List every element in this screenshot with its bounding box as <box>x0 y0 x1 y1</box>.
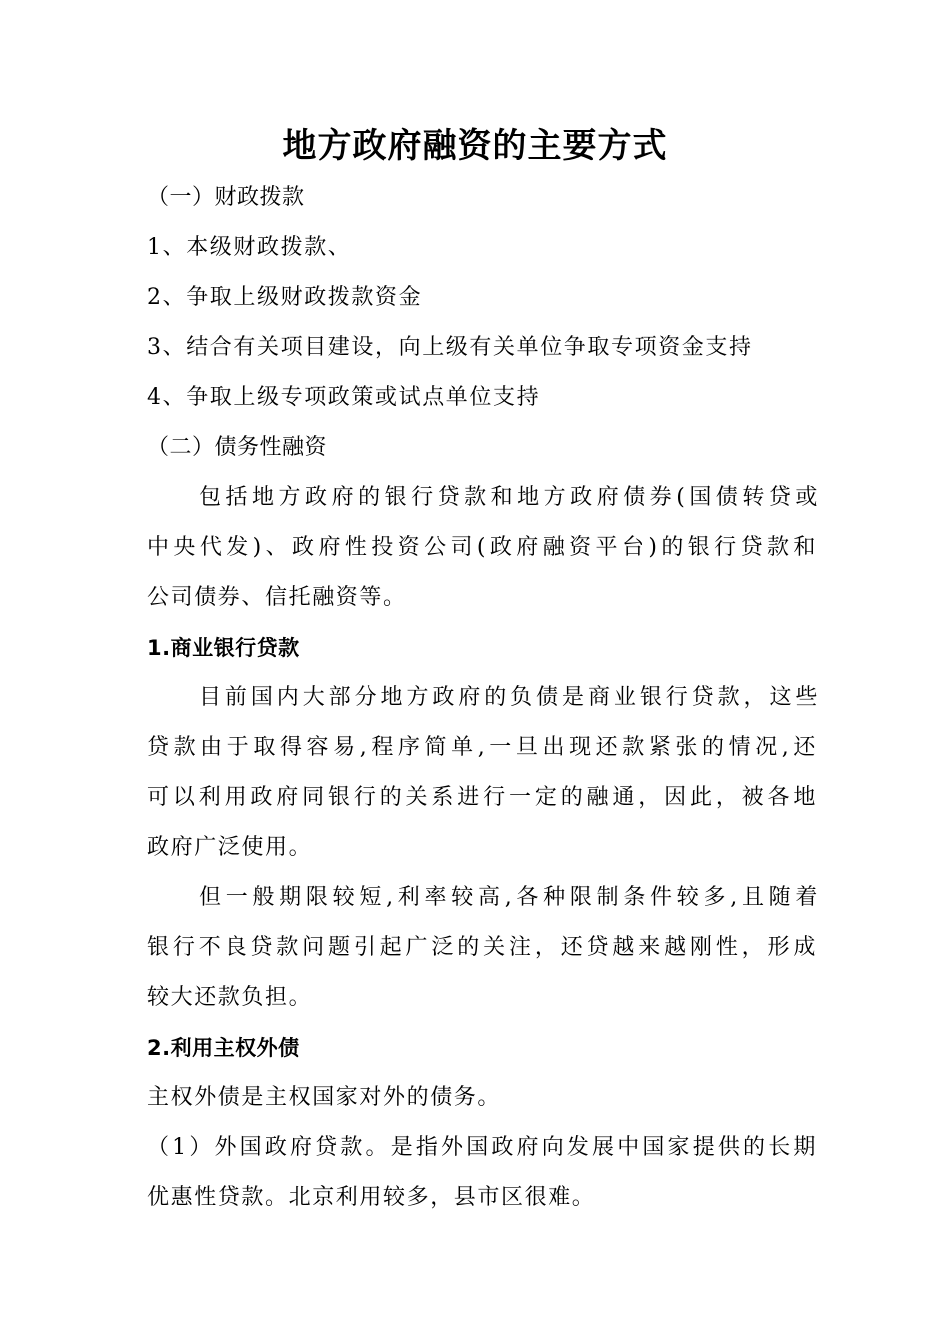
section-heading-fiscal-allocation: （一）财政拨款 <box>147 185 305 210</box>
paragraph-line: 包括地方政府的银行贷款和地方政府债券(国债转贷或 <box>199 485 819 510</box>
paragraph-line: （1）外国政府贷款。是指外国政府向发展中国家提供的长期 <box>147 1135 817 1160</box>
paragraph-line: 优惠性贷款。北京利用较多，县市区很难。 <box>147 1185 596 1210</box>
paragraph-line: 中央代发)、政府性投资公司(政府融资平台)的银行贷款和 <box>147 535 817 560</box>
paragraph-line: 较大还款负担。 <box>147 985 313 1010</box>
paragraph-line: 可以利用政府同银行的关系进行一定的融通，因此，被各地 <box>147 785 817 810</box>
list-item: 3、结合有关项目建设，向上级有关单位争取专项资金支持 <box>147 335 753 360</box>
document-title: 地方政府融资的主要方式 <box>282 126 668 166</box>
list-item: 4、争取上级专项政策或试点单位支持 <box>147 385 541 410</box>
paragraph-line: 目前国内大部分地方政府的负债是商业银行贷款，这些 <box>199 685 819 710</box>
paragraph-line: 但一般期限较短,利率较高,各种限制条件较多,且随着 <box>199 885 819 910</box>
list-item: 1、本级财政拨款、 <box>147 235 352 260</box>
paragraph-line: 主权外债是主权国家对外的债务。 <box>147 1085 502 1110</box>
subsection-heading-sovereign-foreign-debt: 2.利用主权外债 <box>147 1036 300 1060</box>
list-item: 2、争取上级财政拨款资金 <box>147 285 423 310</box>
section-heading-debt-financing: （二）债务性融资 <box>147 435 328 460</box>
subsection-heading-commercial-bank-loans: 1.商业银行贷款 <box>147 636 300 660</box>
paragraph-line: 政府广泛使用。 <box>147 835 313 860</box>
paragraph-line: 公司债券、信托融资等。 <box>147 585 407 610</box>
paragraph-line: 贷款由于取得容易,程序简单,一旦出现还款紧张的情况,还 <box>147 735 817 760</box>
paragraph-line: 银行不良贷款问题引起广泛的关注，还贷越来越刚性，形成 <box>147 935 817 960</box>
